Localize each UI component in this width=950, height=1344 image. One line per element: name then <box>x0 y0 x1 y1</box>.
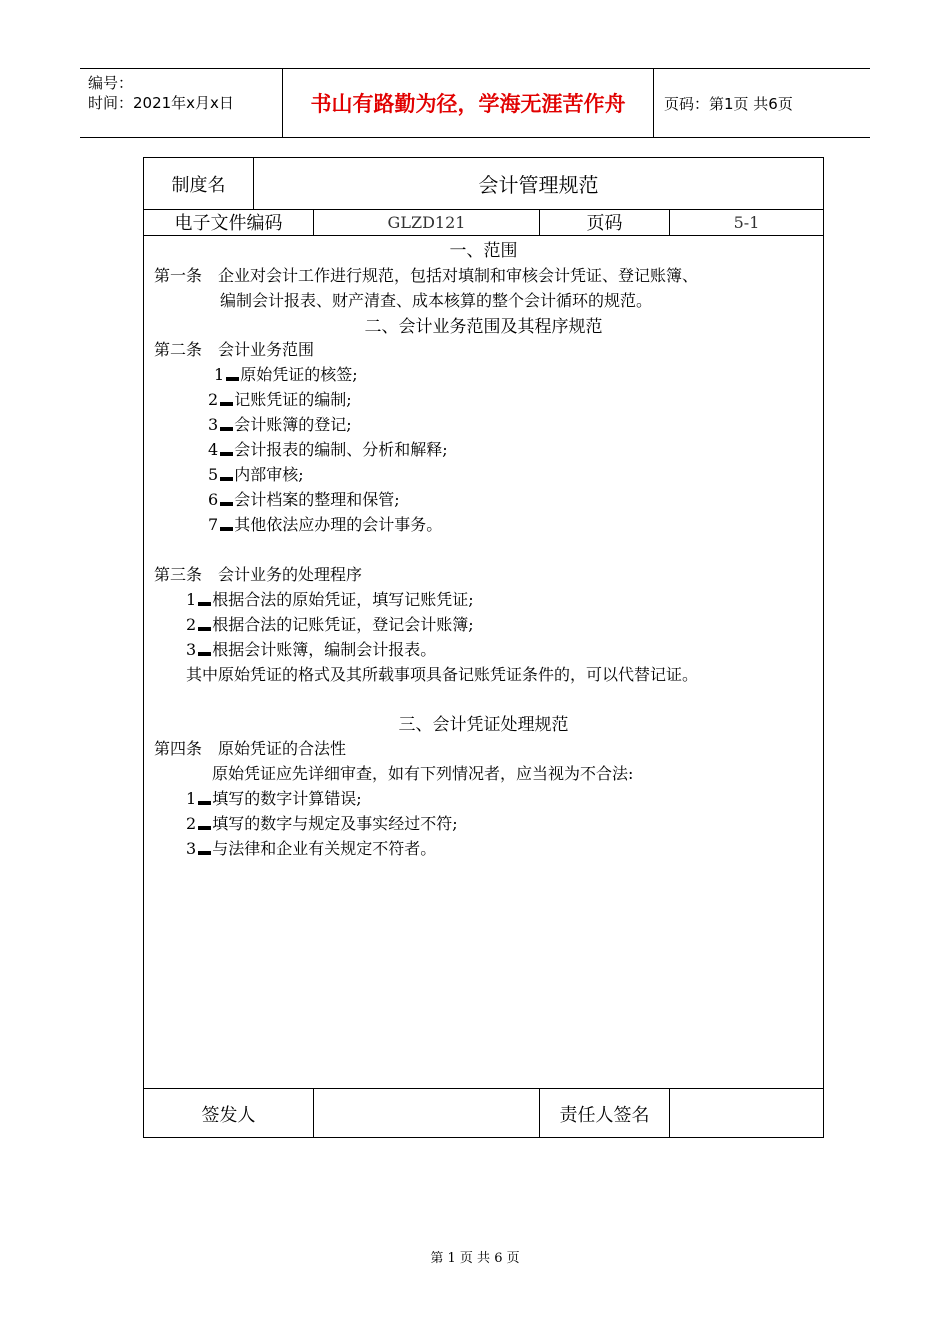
article-4-title: 第四条 原始凭证的合法性 <box>154 739 347 758</box>
bullet-mark-icon <box>198 627 211 631</box>
bullet-mark-icon <box>198 652 211 656</box>
list-item: 2 根据合法的记账凭证，登记会计账簿; <box>186 615 474 634</box>
bullet-mark-icon <box>220 452 233 456</box>
list-item: 3 会计账簿的登记; <box>208 415 352 434</box>
bullet-mark-icon <box>220 402 233 406</box>
form-title-row <box>144 158 823 210</box>
responsible-signature-field[interactable] <box>670 1089 823 1138</box>
page-value: 5-1 <box>733 212 760 232</box>
bullet-mark-icon <box>198 851 211 855</box>
page-footer: 第 1 页 共 6 页 <box>430 1251 520 1266</box>
article-4-intro: 原始凭证应先详细审查，如有下列情况者，应当视为不合法: <box>212 764 634 783</box>
article-1-line-2: 编制会计报表、财产清查、成本核算的整个会计循环的规范。 <box>220 291 653 310</box>
header-slogan: 书山有路勤为径，学海无涯苦作舟 <box>282 69 654 137</box>
responsible-label: 责任人签名 <box>540 1089 670 1138</box>
form-code-row <box>144 209 823 236</box>
list-item: 6 会计档案的整理和保管; <box>208 490 400 509</box>
page-label: 页码 <box>540 209 670 235</box>
list-item: 5 内部审核; <box>208 465 304 484</box>
section-heading-2: 二、会计业务范围及其程序规范 <box>364 317 603 337</box>
number-label: 编号： <box>88 74 134 92</box>
bullet-mark-icon <box>220 427 233 431</box>
regulation-name: 会计管理规范 <box>478 173 599 197</box>
header-page-info: 页码：第1页 共6页 <box>664 94 793 113</box>
article-3-note: 其中原始凭证的格式及其所载事项具备记账凭证条件的，可以代替记证。 <box>186 665 699 684</box>
section-heading-3: 三、会计凭证处理规范 <box>398 715 569 735</box>
list-item: 4 会计报表的编制、分析和解释; <box>208 440 448 459</box>
section-heading-1: 一、范围 <box>449 241 518 261</box>
time-label: 时间：2021年x月x日 <box>88 94 234 112</box>
regulation-form <box>143 157 824 1138</box>
bullet-mark-icon <box>220 502 233 506</box>
list-item: 3 与法律和企业有关规定不符者。 <box>186 839 437 858</box>
bullet-mark-icon <box>198 602 211 606</box>
header-meta <box>88 73 278 113</box>
signer-label: 签发人 <box>144 1089 314 1138</box>
article-3-title: 第三条 会计业务的处理程序 <box>154 565 363 584</box>
list-item: 3 根据会计账簿，编制会计报表。 <box>186 640 437 659</box>
article-1-line-1: 第一条 企业对会计工作进行规范，包括对填制和审核会计凭证、登记账簿、 <box>154 266 699 285</box>
regulation-body <box>144 236 823 1086</box>
list-item: 1 根据合法的原始凭证，填写记账凭证; <box>186 590 474 609</box>
list-item: 1 填写的数字计算错误; <box>186 789 362 808</box>
list-item: 7 其他依法应办理的会计事务。 <box>208 515 443 534</box>
file-code-value: GLZD121 <box>314 209 540 235</box>
file-code-label: 电子文件编码 <box>144 209 314 235</box>
signer-field[interactable] <box>314 1089 540 1138</box>
list-item: 2 填写的数字与规定及事实经过不符; <box>186 814 458 833</box>
bullet-mark-icon <box>226 377 239 381</box>
document-header <box>80 68 870 138</box>
bullet-mark-icon <box>220 527 233 531</box>
list-item: 2 记账凭证的编制; <box>208 390 352 409</box>
bullet-mark-icon <box>198 826 211 830</box>
article-2-title: 第二条 会计业务范围 <box>154 340 315 359</box>
bullet-mark-icon <box>198 801 211 805</box>
bullet-mark-icon <box>220 477 233 481</box>
signature-row <box>144 1088 823 1138</box>
list-item: 1 原始凭证的核签; <box>214 365 358 384</box>
name-label: 制度名 <box>144 158 254 209</box>
